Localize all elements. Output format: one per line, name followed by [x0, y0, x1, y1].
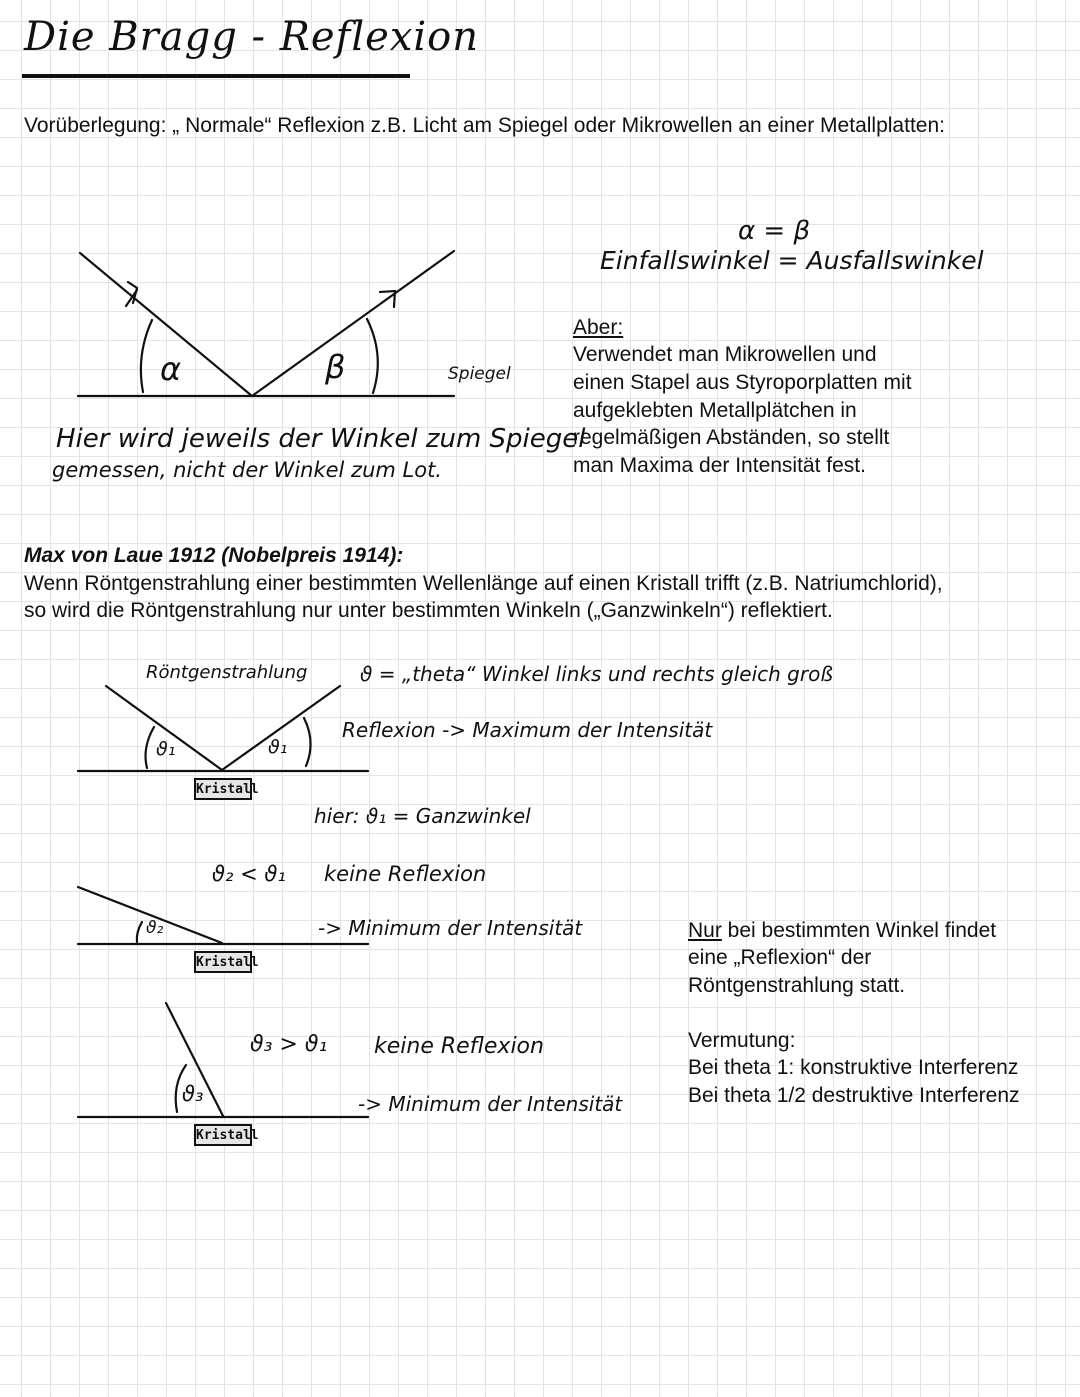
angle-equation: α = β: [738, 216, 811, 246]
conclusion-line1-text: bei bestimmten Winkel findet: [721, 919, 997, 942]
intro-text: Vorüberlegung: „ Normale“ Reflexion z.B. Licht am Spiegel oder Mikrowellen an einer Metallplatten:: [24, 114, 945, 137]
mirror-note-line2: gemessen, nicht der Winkel zum Lot.: [52, 458, 442, 482]
crystal-box: Kristall: [194, 1124, 252, 1146]
conclusion-line1: [688, 917, 996, 945]
theta2-minimum: -> Minimum der Intensität: [318, 916, 583, 940]
vermutung-line1: Bei theta 1: konstruktive Interferenz: [688, 1056, 1019, 1079]
aber-line: man Maxima der Intensität fest.: [573, 454, 866, 477]
laue-line1: Wenn Röntgenstrahlung einer bestimmten Wellenlänge auf einen Kristall trifft (z.B. Natriumchlorid),: [24, 572, 943, 595]
theta3-label: ϑ₃: [182, 1082, 204, 1106]
theta3-minimum: -> Minimum der Intensität: [358, 1092, 623, 1116]
vermutung-line2: Bei theta 1/2 destruktive Interferenz: [688, 1084, 1020, 1107]
alpha-label: α: [160, 350, 182, 388]
crystal-box: Kristall: [194, 778, 252, 800]
theta1-left-label: ϑ₁: [156, 738, 176, 760]
page-title: Die Bragg - Reflexion: [24, 14, 480, 60]
theta2-label: ϑ₂: [146, 918, 164, 938]
laue-heading: Max von Laue 1912 (Nobelpreis 1914):: [24, 544, 404, 567]
vermutung-heading: Vermutung:: [688, 1029, 796, 1052]
theta1-right-label: ϑ₁: [268, 736, 288, 758]
theta3-compare: ϑ₃ > ϑ₁: [250, 1032, 328, 1057]
aber-line: regelmäßigen Abständen, so stellt: [573, 426, 890, 449]
conclusion-line2: eine „Reflexion“ der: [688, 946, 872, 969]
beta-label: β: [325, 348, 346, 386]
aber-line: aufgeklebten Metallplätchen in: [573, 399, 857, 422]
laue-line2: so wird die Röntgenstrahlung nur unter bestimmten Winkeln („Ganzwinkeln“) reflektiert.: [24, 599, 833, 622]
angle-equation-words: Einfallswinkel = Ausfallswinkel: [600, 246, 984, 275]
theta3-result: keine Reflexion: [374, 1034, 544, 1059]
aber-line: Verwendet man Mikrowellen und: [573, 343, 877, 366]
xray-label: Röntgenstrahlung: [146, 662, 308, 683]
theta-definition: ϑ = „theta“ Winkel links und rechts gleich groß: [360, 662, 833, 686]
aber-line: einen Stapel aus Styroporplatten mit: [573, 371, 912, 394]
reflection-maximum: Reflexion -> Maximum der Intensität: [342, 718, 713, 742]
crystal-box: Kristall: [194, 951, 252, 973]
conclusion-line3: Röntgenstrahlung statt.: [688, 974, 906, 997]
theta2-result: keine Reflexion: [324, 862, 487, 886]
mirror-note-line1: Hier wird jeweils der Winkel zum Spiegel: [56, 424, 586, 454]
theta2-compare: ϑ₂ < ϑ₁: [212, 862, 286, 886]
mirror-label: Spiegel: [448, 364, 511, 384]
ganzwinkel-note: hier: ϑ₁ = Ganzwinkel: [314, 804, 531, 828]
aber-heading: Aber:: [573, 316, 624, 339]
nur-emphasis: Nur: [688, 919, 722, 942]
